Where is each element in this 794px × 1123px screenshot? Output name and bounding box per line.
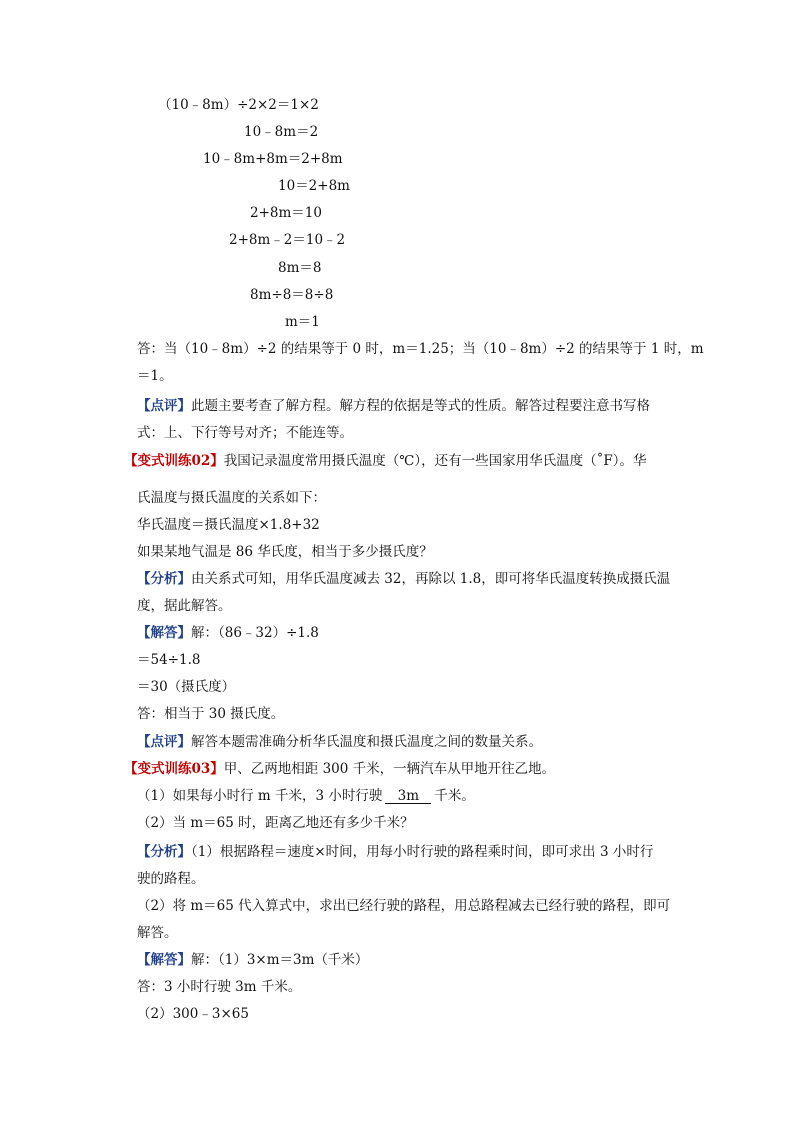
exercise-03-solution-line-2: （2）300﹣3×65 xyxy=(137,1006,249,1022)
exercise-02-formula: 华氏温度＝摄氏温度×1.8+32 xyxy=(137,517,320,533)
solution-tag: 【解答】 xyxy=(137,625,191,641)
previous-answer-line-2: ＝1。 xyxy=(137,368,173,384)
exercise-02-answer: 答：相当于 30 摄氏度。 xyxy=(137,706,285,722)
equation-step-9: m＝1 xyxy=(285,314,320,330)
exercise-03-analysis-line-3: （2）将 m＝65 代入算式中，求出已经行驶的路程，用总路程减去已经行驶的路程，即可 xyxy=(137,898,671,914)
question-1-prefix: （1）如果每小时行 m 千米，3 小时行驶 xyxy=(137,788,383,804)
solution-text: 解：（86﹣32）÷1.8 xyxy=(191,625,319,641)
exercise-03-analysis-line-4: 解答。 xyxy=(137,925,178,941)
question-1-suffix: 千米。 xyxy=(434,788,475,804)
exercise-02-solution-line-1 xyxy=(137,624,319,642)
analysis-text: （1）根据路程＝速度×时间，用每小时行驶的路程乘时间，即可求出 3 小时行 xyxy=(191,844,654,860)
exercise-02-solution-line-2: ＝54÷1.8 xyxy=(137,652,201,668)
exercise-03-question-1 xyxy=(137,787,475,805)
equation-step-4: 10＝2+8m xyxy=(278,178,350,194)
exercise-03-analysis-line-1 xyxy=(137,843,653,861)
equation-step-2: 10﹣8m＝2 xyxy=(244,124,319,140)
equation-step-1: （10﹣8m）÷2×2＝1×2 xyxy=(158,97,319,113)
exercise-02-analysis-line-2: 度，据此解答。 xyxy=(137,598,232,614)
exercise-03-solution-line-1 xyxy=(137,951,368,969)
exercise-02-solution-line-3: ＝30（摄氏度） xyxy=(137,679,236,695)
comment-tag: 【点评】 xyxy=(137,734,191,750)
comment-text: 解答本题需准确分析华氏温度和摄氏温度之间的数量关系。 xyxy=(191,734,542,750)
previous-answer-line-1: 答：当（10﹣8m）÷2 的结果等于 0 时，m＝1.25；当（10﹣8m）÷2 的结果等于 1 时，m xyxy=(137,341,704,357)
exercise-02-line-2: 氏温度与摄氏温度的关系如下： xyxy=(137,490,326,506)
exercise-02-heading xyxy=(124,452,647,470)
analysis-text: 由关系式可知，用华氏温度减去 32，再除以 1.8，即可将华氏温度转换成摄氏温 xyxy=(191,571,671,587)
exercise-03-answer-1: 答：3 小时行驶 3m 千米。 xyxy=(137,979,302,995)
exercise-03-analysis-line-2: 驶的路程。 xyxy=(137,871,205,887)
equation-step-6: 2+8m﹣2＝10﹣2 xyxy=(229,232,346,248)
exercise-03-question-2: （2）当 m＝65 时，距离乙地还有多少千米？ xyxy=(137,815,414,831)
comment-tag: 【点评】 xyxy=(137,398,191,414)
solution-tag: 【解答】 xyxy=(137,952,191,968)
analysis-tag: 【分析】 xyxy=(137,844,191,860)
exercise-02-analysis-line-1 xyxy=(137,570,670,588)
exercise-02-text: 我国记录温度常用摄氏温度（℃），还有一些国家用华氏温度（˚F）。华 xyxy=(223,453,647,469)
exercise-03-text: 甲、乙两地相距 300 千米，一辆汽车从甲地开往乙地。 xyxy=(223,761,556,777)
exercise-03-heading xyxy=(124,760,555,778)
equation-step-8: 8m÷8＝8÷8 xyxy=(250,287,334,303)
previous-comment-line-2: 式：上、下行等号对齐；不能连等。 xyxy=(137,425,353,441)
equation-step-5: 2+8m＝10 xyxy=(250,205,322,221)
analysis-tag: 【分析】 xyxy=(137,571,191,587)
equation-step-7: 8m＝8 xyxy=(278,260,322,276)
solution-text: 解：（1）3×m＝3m（千米） xyxy=(191,952,369,968)
exercise-02-tag: 【变式训练02】 xyxy=(124,453,224,469)
comment-text: 此题主要考查了解方程。解方程的依据是等式的性质。解答过程要注意书写格 xyxy=(191,398,650,414)
question-1-answer-blank: 3m xyxy=(385,789,431,804)
previous-comment-line-1 xyxy=(137,397,650,415)
equation-step-3: 10﹣8m+8m＝2+8m xyxy=(203,151,343,167)
exercise-02-comment xyxy=(137,733,542,751)
exercise-02-question: 如果某地气温是 86 华氏度，相当于多少摄氏度？ xyxy=(137,544,433,560)
exercise-03-tag: 【变式训练03】 xyxy=(124,761,224,777)
